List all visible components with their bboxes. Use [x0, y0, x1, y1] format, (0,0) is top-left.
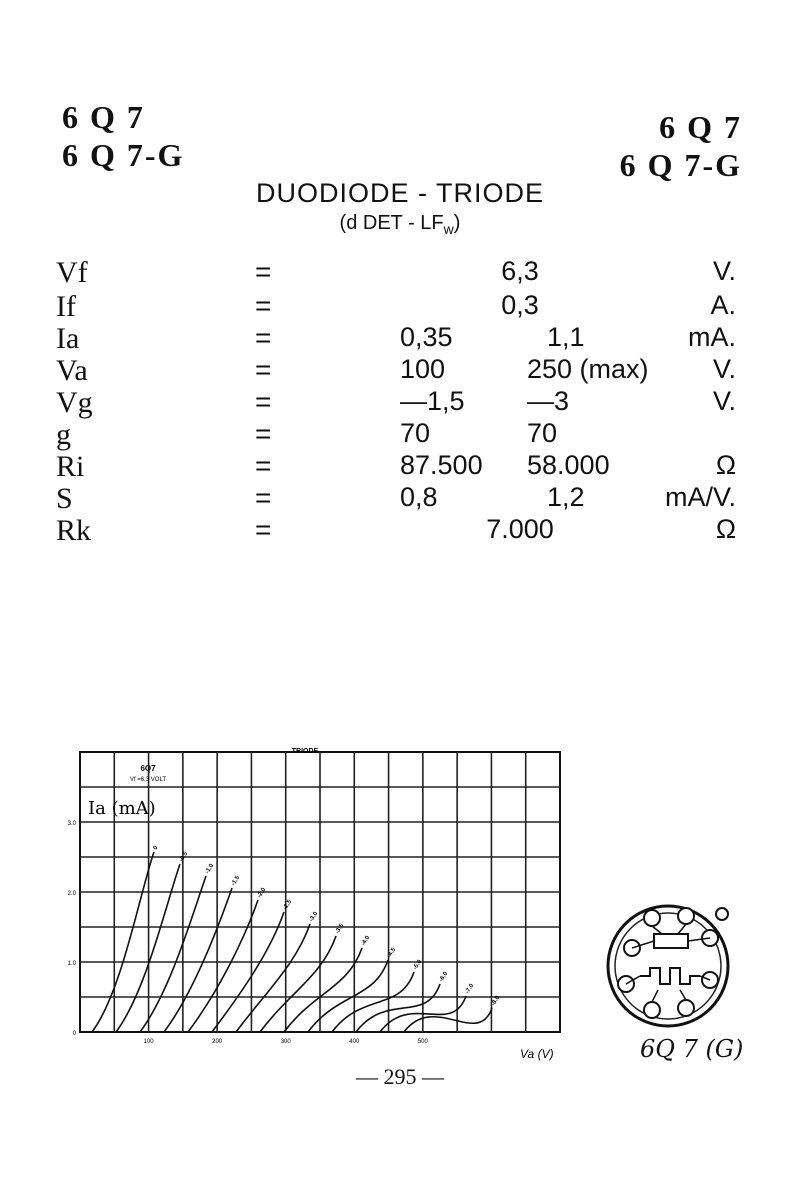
spec-row-if — [0, 290, 800, 322]
spec-symbol: Va — [56, 354, 88, 387]
graph-curve-labels — [153, 844, 502, 1007]
subtitle-text: (d DET - LF — [339, 212, 444, 234]
curve-label: -7.0 — [464, 983, 476, 996]
socket-label: 6Q 7 (G) — [640, 1035, 744, 1063]
curve-label: -1.0 — [204, 863, 216, 876]
spec-row-ia — [0, 322, 800, 354]
spec-symbol: If — [56, 290, 76, 323]
curve-label: -2.5 — [282, 899, 294, 912]
spec-row-vf — [0, 256, 800, 288]
spec-value: 0,3 — [501, 290, 539, 320]
curve-label: -6.0 — [438, 971, 450, 984]
graph-y-title: Ia (mA) — [88, 798, 156, 819]
spec-value-1: 0,8 — [400, 482, 438, 512]
socket-wire — [678, 924, 686, 934]
curve-label: -5.0 — [412, 959, 424, 972]
spec-row-s — [0, 482, 800, 514]
model-left-1: 6 Q 7 — [62, 99, 145, 135]
graph-curves — [92, 852, 492, 1032]
curve-label: -4.0 — [360, 935, 372, 948]
characteristic-curve — [356, 984, 440, 1032]
spec-symbol: Vf — [56, 256, 88, 289]
spec-value-1: 87.500 — [400, 450, 483, 480]
y-tick-label: 0 — [72, 1031, 76, 1037]
x-tick-label: 300 — [280, 1039, 291, 1045]
spec-value-1: 0,35 — [400, 322, 453, 352]
spec-unit: Ω — [715, 450, 736, 480]
characteristic-curve — [92, 852, 154, 1032]
page-subtitle — [0, 212, 800, 237]
spec-value-2: —3 — [527, 386, 570, 416]
curve-label: -1.5 — [230, 875, 242, 888]
model-left-2: 6 Q 7-G — [62, 137, 185, 173]
spec-operator: = — [255, 386, 272, 417]
socket-outline — [608, 906, 728, 1026]
curve-label: -3.5 — [334, 923, 346, 936]
curve-label: -2.0 — [256, 887, 268, 900]
x-tick-label: 500 — [417, 1039, 428, 1045]
curve-label: -4.5 — [386, 947, 398, 960]
spec-row-ri — [0, 450, 800, 482]
spec-value-1: 70 — [400, 418, 431, 448]
spec-unit: mA. — [687, 322, 736, 352]
spec-row-g — [0, 418, 800, 450]
subtitle-subscript: w — [443, 221, 454, 237]
spec-unit: V. — [712, 256, 736, 286]
spec-operator: = — [255, 418, 272, 449]
graph-tube-label: 6Q7 — [140, 764, 156, 773]
socket-wire — [680, 990, 686, 1000]
x-tick-label: 200 — [212, 1039, 223, 1045]
characteristic-curve — [188, 900, 258, 1032]
spec-symbol: Rk — [56, 514, 92, 547]
characteristic-graph — [60, 740, 580, 1070]
characteristic-curve — [140, 876, 206, 1032]
spec-operator: = — [255, 450, 272, 481]
spec-value-2: 70 — [527, 418, 558, 448]
spec-value-2: 250 (max) — [527, 354, 649, 384]
x-tick-label: 400 — [349, 1039, 360, 1045]
graph-grid — [80, 752, 560, 1032]
spec-unit: Ω — [715, 514, 736, 544]
tube-socket-diagram — [600, 900, 740, 1030]
spec-row-va — [0, 354, 800, 386]
spec-unit: A. — [710, 290, 736, 320]
spec-operator: = — [255, 322, 272, 353]
socket-key — [716, 908, 728, 920]
socket-svg — [600, 900, 740, 1030]
spec-unit: V. — [712, 386, 736, 416]
socket-wire — [652, 926, 662, 934]
spec-value-2: 1,2 — [547, 482, 585, 512]
spec-symbol: Vg — [56, 386, 93, 419]
characteristic-curve — [164, 888, 232, 1032]
curve-label: -3.0 — [308, 911, 320, 924]
curve-label: -8.0 — [490, 995, 502, 1008]
socket-pin — [644, 910, 660, 926]
socket-inner-ring — [615, 913, 721, 1019]
y-tick-label: 3.0 — [67, 821, 76, 827]
spec-operator: = — [255, 290, 272, 321]
spec-operator: = — [255, 482, 272, 513]
socket-pin — [678, 1000, 694, 1016]
spec-symbol: Ia — [56, 322, 80, 355]
graph-top-label: TRIODE — [291, 748, 319, 755]
x-tick-label: 100 — [143, 1039, 154, 1045]
spec-symbol: Ri — [56, 450, 85, 483]
characteristic-curve — [404, 1008, 492, 1032]
socket-pin — [644, 1002, 660, 1018]
socket-diode-plate — [654, 934, 688, 948]
spec-operator: = — [255, 514, 272, 545]
spec-symbol: S — [56, 482, 73, 515]
spec-value: 6,3 — [501, 256, 539, 286]
graph-svg — [60, 740, 580, 1070]
socket-wire — [652, 990, 658, 1002]
spec-row-vg — [0, 386, 800, 418]
spec-symbol: g — [56, 418, 71, 451]
graph-y-ticks — [68, 821, 77, 1037]
spec-value-2: 1,1 — [547, 322, 585, 352]
graph-x-ticks — [144, 1039, 429, 1045]
socket-grid-symbol — [640, 968, 700, 984]
characteristic-curve — [212, 912, 284, 1032]
graph-heater-label: Vf =6,3 VOLT — [129, 777, 167, 783]
spec-unit: mA/V. — [664, 482, 736, 512]
spec-unit: V. — [712, 354, 736, 384]
spec-value-2: 58.000 — [527, 450, 610, 480]
spec-operator: = — [255, 354, 272, 385]
page-number: — 295 — — [356, 1064, 444, 1089]
spec-row-rk — [0, 514, 800, 546]
subtitle-close: ) — [453, 212, 461, 234]
spec-operator: = — [255, 256, 272, 287]
spec-value: 7.000 — [486, 514, 554, 544]
curve-label: -0.5 — [178, 851, 190, 864]
spec-value-1: —1,5 — [400, 386, 465, 416]
model-right-1: 6 Q 7 — [659, 109, 742, 145]
curve-label: 0 — [152, 845, 160, 852]
graph-x-title: Va (V) — [520, 1047, 554, 1061]
y-tick-label: 1.0 — [67, 961, 76, 967]
socket-pin — [678, 908, 694, 924]
model-right-2: 6 Q 7-G — [619, 147, 742, 183]
spec-value-1: 100 — [400, 354, 446, 384]
y-tick-label: 2.0 — [67, 891, 76, 897]
page-title: DUODIODE - TRIODE — [255, 178, 544, 208]
